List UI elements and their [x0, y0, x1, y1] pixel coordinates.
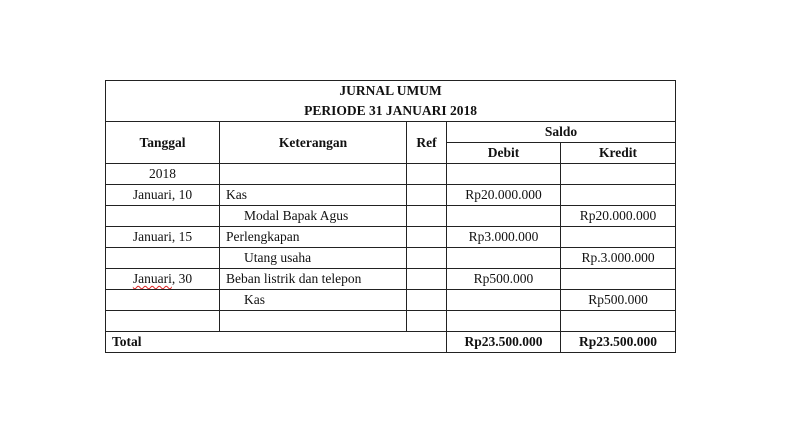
cell-ref	[407, 269, 447, 290]
cell-kredit	[561, 164, 676, 185]
cell-keterangan: Modal Bapak Agus	[220, 206, 407, 227]
cell-kredit	[561, 227, 676, 248]
header-ref: Ref	[407, 122, 447, 164]
cell-kredit: Rp.3.000.000	[561, 248, 676, 269]
cell-keterangan: Beban listrik dan telepon	[220, 269, 407, 290]
cell-keterangan	[220, 164, 407, 185]
cell-debit: Rp20.000.000	[447, 185, 561, 206]
cell-tanggal: 2018	[106, 164, 220, 185]
cell-ref	[407, 227, 447, 248]
spellcheck-word: Januari	[132, 271, 172, 286]
cell-kredit	[561, 185, 676, 206]
cell-ref	[407, 290, 447, 311]
cell-keterangan: Perlengkapan	[220, 227, 407, 248]
cell-kredit: Rp500.000	[561, 290, 676, 311]
title-row	[106, 81, 676, 122]
journal-table	[105, 80, 676, 353]
cell-keterangan: Kas	[220, 185, 407, 206]
cell-debit	[447, 164, 561, 185]
cell-debit	[447, 290, 561, 311]
table-row	[106, 206, 676, 227]
table-title	[106, 81, 676, 122]
cell-tanggal	[106, 290, 220, 311]
header-row	[106, 122, 676, 143]
cell-debit	[447, 311, 561, 332]
cell-debit: Rp500.000	[447, 269, 561, 290]
cell-ref	[407, 206, 447, 227]
table-row	[106, 227, 676, 248]
cell-tanggal	[106, 311, 220, 332]
table-row	[106, 269, 676, 290]
cell-keterangan	[220, 311, 407, 332]
table-row	[106, 311, 676, 332]
cell-tanggal: Januari, 10	[106, 185, 220, 206]
total-row	[106, 332, 676, 353]
table-row	[106, 164, 676, 185]
table-row	[106, 290, 676, 311]
cell-ref	[407, 164, 447, 185]
tanggal-day: , 30	[171, 271, 193, 286]
header-debit: Debit	[447, 143, 561, 164]
cell-debit: Rp3.000.000	[447, 227, 561, 248]
title-line-1: JURNAL UMUM	[339, 83, 442, 98]
cell-debit	[447, 206, 561, 227]
total-kredit: Rp23.500.000	[561, 332, 676, 353]
cell-tanggal	[106, 269, 220, 290]
total-debit: Rp23.500.000	[447, 332, 561, 353]
cell-kredit: Rp20.000.000	[561, 206, 676, 227]
cell-kredit	[561, 311, 676, 332]
cell-debit	[447, 248, 561, 269]
cell-keterangan: Utang usaha	[220, 248, 407, 269]
total-label: Total	[106, 332, 447, 353]
table-row	[106, 185, 676, 206]
cell-kredit	[561, 269, 676, 290]
header-saldo: Saldo	[447, 122, 676, 143]
table-row	[106, 248, 676, 269]
cell-tanggal	[106, 248, 220, 269]
cell-keterangan: Kas	[220, 290, 407, 311]
cell-ref	[407, 311, 447, 332]
cell-tanggal	[106, 206, 220, 227]
header-tanggal: Tanggal	[106, 122, 220, 164]
cell-ref	[407, 185, 447, 206]
title-line-2: PERIODE 31 JANUARI 2018	[304, 103, 477, 118]
header-kredit: Kredit	[561, 143, 676, 164]
cell-ref	[407, 248, 447, 269]
header-keterangan: Keterangan	[220, 122, 407, 164]
cell-tanggal: Januari, 15	[106, 227, 220, 248]
